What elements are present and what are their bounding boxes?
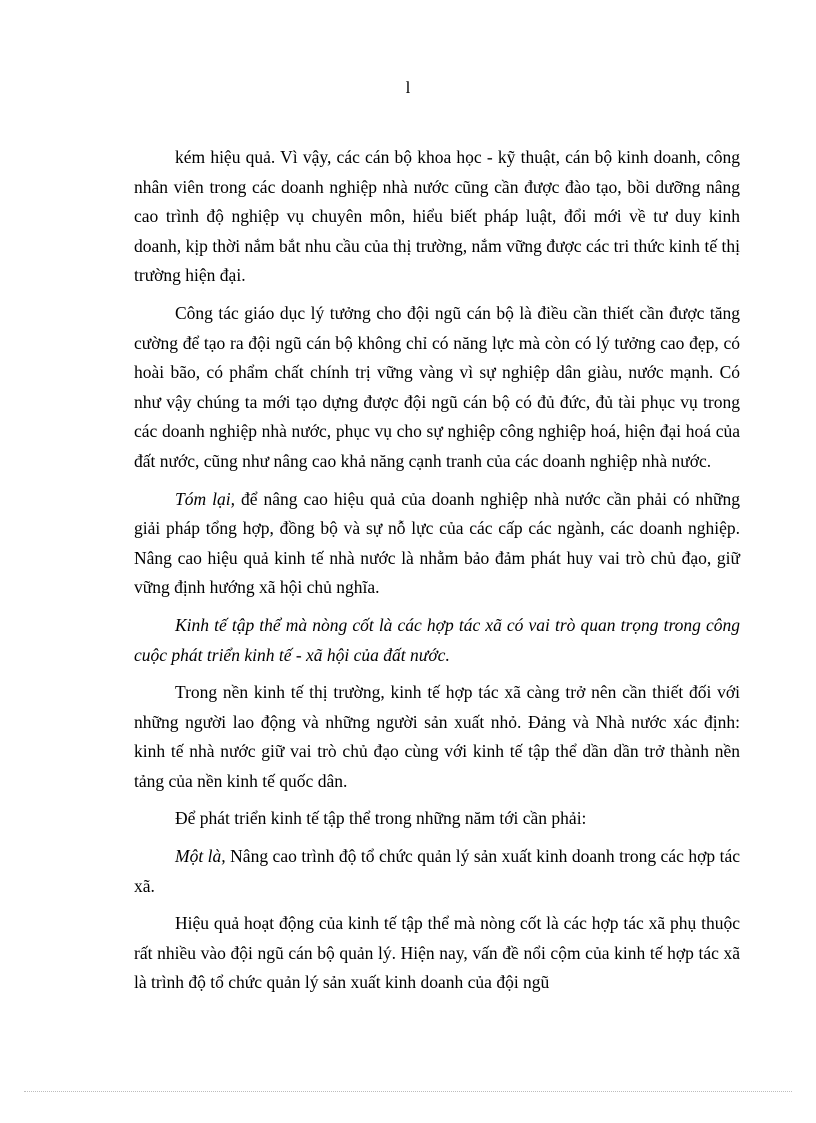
document-body [134, 143, 740, 1006]
page-bottom-rule [24, 1091, 792, 1092]
paragraph-1-text: kém hiệu quả. Vì vậy, các cán bộ khoa học - kỹ thuật, cán bộ kinh doanh, công nhân viên trong các doanh nghiệp nhà nước cũng cần được đào tạo, bồi dưỡng nâng cao trình độ nghiệp vụ chuyên môn, hiểu biết pháp luật, đổi mới về tư duy kinh doanh, kịp thời nắm bắt nhu cầu của thị trường, nắm vững được các tri thức kinh tế thị trường hiện đại. [134, 147, 740, 286]
paragraph-5-text: Trong nền kinh tế thị trường, kinh tế hợp tác xã càng trở nên cần thiết đối với những người lao động và những người sản xuất nhỏ. Đảng và Nhà nước xác định: kinh tế nhà nước giữ vai trò chủ đạo cùng với kinh tế tập thể dần dần trở thành nền tảng của nền kinh tế quốc dân. [134, 682, 740, 791]
paragraph-5 [134, 678, 740, 796]
paragraph-7-lead: Một là, [175, 846, 226, 867]
paragraph-3-lead: Tóm lại, [175, 488, 235, 509]
paragraph-3-text: để nâng cao hiệu quả của doanh nghiệp nhà nước cần phải có những giải pháp tổng hợp, đồng bộ và sự nỗ lực của các cấp các ngành, các doanh nghiệp. Nâng cao hiệu quả kinh tế nhà nước là nhằm bảo đảm phát huy vai trò chủ đạo, giữ vững định hướng xã hội chủ nghĩa. [134, 488, 740, 598]
paragraph-7 [134, 842, 740, 901]
paragraph-8 [134, 909, 740, 998]
paragraph-4 [134, 611, 740, 670]
paragraph-2-text: Công tác giáo dục lý tưởng cho đội ngũ cán bộ là điều cần thiết cần được tăng cường để tạo ra đội ngũ cán bộ không chỉ có năng lực mà còn có lý tưởng cao đẹp, có hoài bão, có phẩm chất chính trị vững vàng vì sự nghiệp dân giàu, nước mạnh. Có như vậy chúng ta mới tạo dựng được đội ngũ cán bộ có đủ đức, đủ tài phục vụ trong các doanh nghiệp nhà nước, phục vụ cho sự nghiệp công nghiệp hoá, hiện đại hoá của đất nước, cũng như nâng cao khả năng cạnh tranh của các doanh nghiệp nhà nước. [134, 302, 740, 471]
paragraph-2 [134, 299, 740, 477]
paragraph-4-text: Kinh tế tập thể mà nòng cốt là các hợp tác xã có vai trò quan trọng trong công cuộc phát triển kinh tế - xã hội của đất nước. [134, 614, 740, 665]
paragraph-3 [134, 485, 740, 603]
paragraph-6-text: Để phát triển kinh tế tập thể trong những năm tới cần phải: [175, 808, 587, 829]
paragraph-6 [134, 804, 740, 834]
page-number: l [405, 78, 411, 97]
paragraph-8-text: Hiệu quả hoạt động của kinh tế tập thể mà nòng cốt là các hợp tác xã phụ thuộc rất nhiều vào đội ngũ cán bộ quản lý. Hiện nay, vấn đề nổi cộm của kinh tế hợp tác xã là trình độ tổ chức quản lý sản xuất kinh doanh của đội ngũ [134, 913, 740, 993]
paragraph-7-text: Nâng cao trình độ tổ chức quản lý sản xuất kinh doanh trong các hợp tác xã. [134, 846, 740, 896]
paragraph-1 [134, 143, 740, 291]
